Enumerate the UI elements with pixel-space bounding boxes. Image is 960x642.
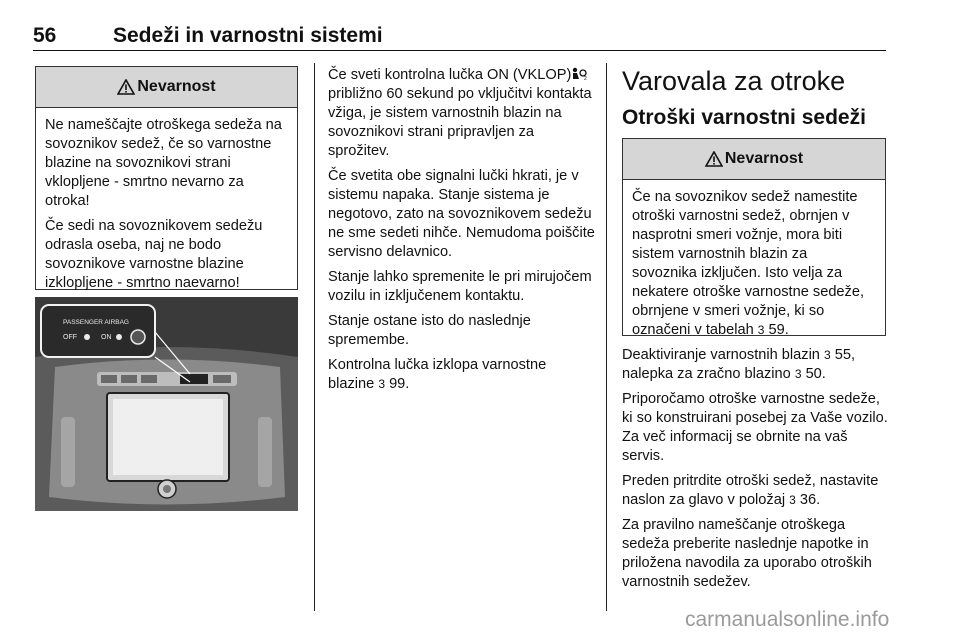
warning-heading — [623, 139, 885, 180]
page-ref-link[interactable]: 50. — [805, 366, 826, 382]
panel-label: PASSENGER AIRBAG — [63, 319, 129, 326]
header-rule — [33, 50, 886, 51]
warning-heading-label: Nevarnost — [137, 78, 216, 95]
warning-heading — [36, 67, 297, 108]
warning-triangle-icon — [705, 151, 723, 167]
svg-text:2: 2 — [584, 76, 588, 81]
page-ref-arrow-icon: 3 — [789, 493, 796, 507]
page-number: 56 — [33, 24, 57, 47]
airbag-button — [131, 330, 145, 344]
right-paragraph: Preden pritrdite otroški sedež, nastavite naslon za glavo v položaj 3 36. — [622, 473, 879, 508]
warning-paragraph: Če na sovoznikov sedež namestite otroški varnostni sedež, obrnjen v nasprotni smeri vožnje, mora biti sistem varnostnih blazin za sovoznika izključen. Isto velja za nekatere otroške varnostne sedeže, obrnjene v smeri vožnje, ki so označeni v tabelah 3 59. — [632, 189, 865, 338]
right-paragraph: Priporočamo otroške varnostne sedeže, ki so konstruirani posebej za Vaše vozilo. Za več informacij se obrnite na vaš servis. — [622, 391, 888, 464]
middle-paragraph: Kontrolna lučka izklopa varnostne blazine 3 99. — [328, 357, 547, 392]
danger-warning-box — [35, 66, 298, 290]
warning-body — [623, 180, 885, 354]
warning-heading-label: Nevarnost — [724, 150, 804, 167]
warning-triangle-icon — [117, 79, 135, 95]
page-ref-arrow-icon: 3 — [823, 348, 831, 362]
subsection-heading: Otroški varnostni sedeži — [622, 106, 866, 129]
middle-column — [328, 66, 596, 400]
middle-paragraph: Če svetita obe signalni lučki hkrati, je v sistemu napaka. Stanje sistema je negotovo, zato na sovoznikovem sedežu ne sme sedeti nihče. Nemudoma poiščite servisno delavnico. — [328, 168, 595, 260]
page-header — [33, 20, 886, 52]
airbag-on-icon — [571, 67, 589, 81]
warning-paragraph: Če sedi na sovoznikovem sedežu odrasla oseba, naj ne bodo sovoznikove varnostne blazine izklopljene - smrtno naevarno! — [45, 218, 263, 291]
page-ref-arrow-icon: 3 — [794, 367, 802, 381]
page-ref-arrow-icon: 3 — [378, 377, 385, 391]
page-ref-link[interactable]: 36. — [799, 492, 821, 508]
right-column-text — [622, 346, 890, 598]
watermark: carmanualsonline.info — [685, 608, 890, 631]
middle-paragraph: Stanje lahko spremenite le pri mirujočem vozilu in izključenem kontaktu. — [328, 269, 592, 304]
page-ref-arrow-icon: 3 — [757, 323, 765, 337]
on-label: ON — [101, 334, 112, 341]
right-paragraph: Za pravilno nameščanje otroškega sedeža preberite naslednje napotke in priložena navodila za uporabo otroških varnostnih sedežev. — [622, 517, 872, 590]
right-paragraph: Deaktiviranje varnostnih blazin 3 55, nalepka za zračno blazino 3 50. — [622, 347, 856, 382]
warning-body — [36, 108, 297, 307]
column-divider — [606, 63, 607, 611]
page-title: Sedeži in varnostni sistemi — [113, 24, 383, 47]
off-label: OFF — [63, 334, 77, 341]
airbag-off-icon — [84, 334, 90, 340]
page-ref-link[interactable]: 99. — [389, 376, 410, 392]
page-ref-link[interactable]: 55, — [834, 347, 856, 363]
warning-paragraph: Ne nameščajte otroškega sedeža na sovoznikov sedež, če so varnostne blazine na sovoznikovi strani vklopljene - smrtno nevarno za otroka! — [45, 117, 282, 209]
dashboard-illustration — [35, 297, 298, 511]
airbag-on-icon — [116, 334, 122, 340]
danger-warning-box — [622, 138, 886, 336]
page-ref-link[interactable]: 59. — [768, 322, 789, 338]
column-divider — [314, 63, 315, 611]
middle-paragraph: Če sveti kontrolna lučka ON (VKLOP) 2 približno 60 sekund po vključitvi kontakta vžiga, je sistem varnostnih blazin na sovoznikovi strani pripravljen za sprožitev. — [328, 67, 592, 159]
middle-paragraph: Stanje ostane isto do naslednje spremembe. — [328, 313, 531, 348]
section-heading: Varovala za otroke — [622, 66, 846, 96]
